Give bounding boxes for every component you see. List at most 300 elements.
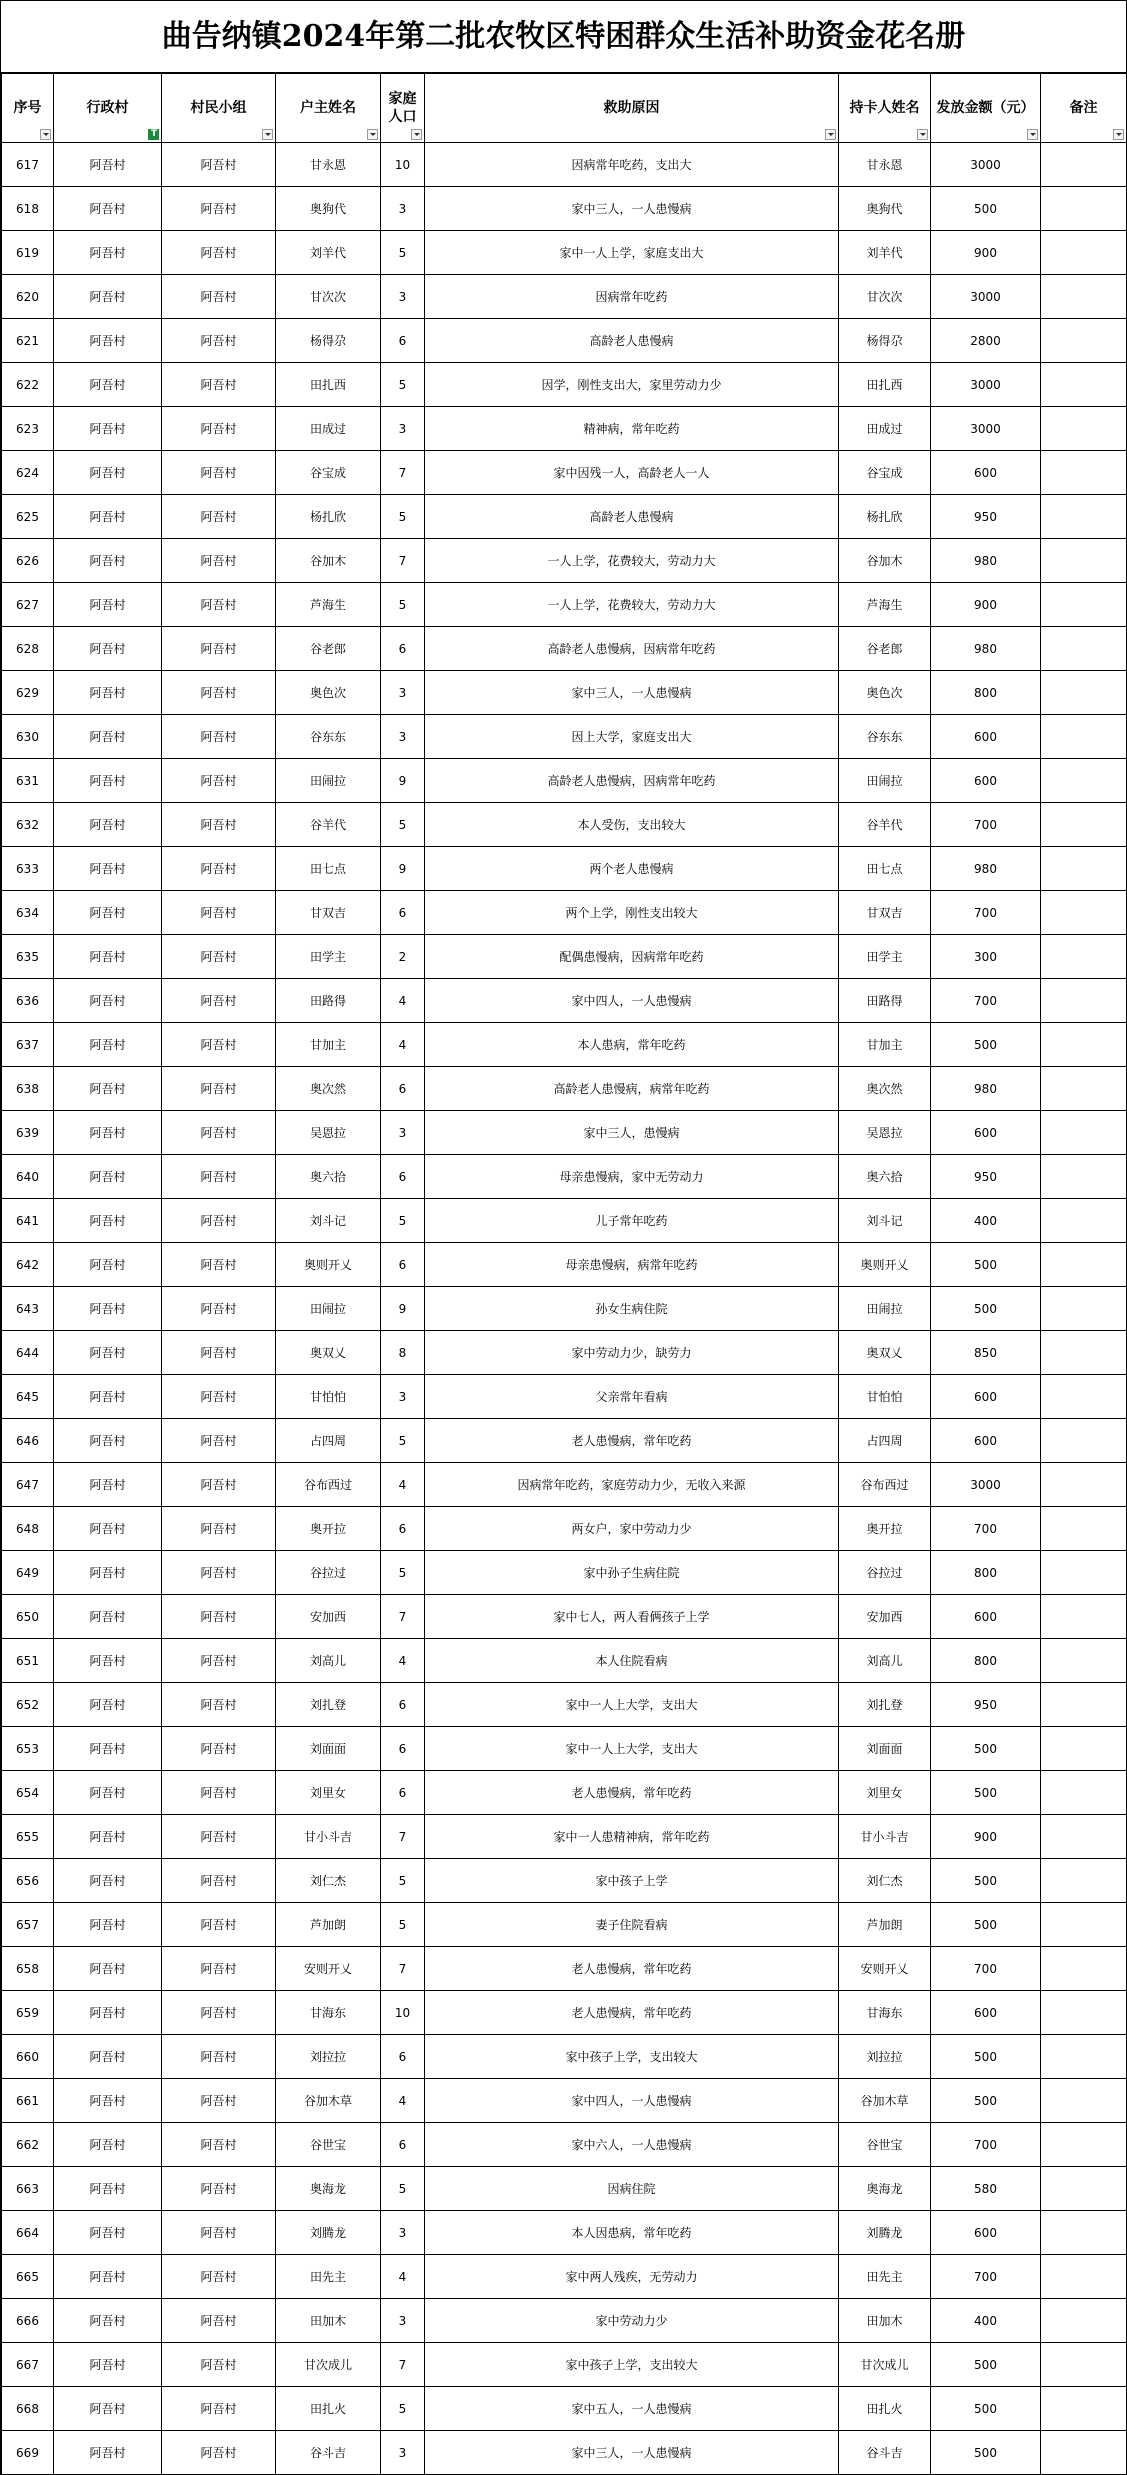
table-row [2,2211,1127,2255]
cell-size: 7 [381,1815,425,1859]
cell-seq: 650 [2,1595,54,1639]
cell-village: 阿吾村 [54,1991,162,2035]
cell-note [1041,715,1127,759]
table-row [2,1023,1127,1067]
cell-size: 6 [381,1507,425,1551]
column-header-village [54,74,162,143]
cell-note [1041,495,1127,539]
cell-amount: 500 [931,1859,1041,1903]
cell-group: 阿吾村 [162,1859,276,1903]
cell-holder: 奥双乂 [839,1331,931,1375]
cell-seq: 627 [2,583,54,627]
table-row [2,1903,1127,1947]
cell-seq: 640 [2,1155,54,1199]
cell-village: 阿吾村 [54,803,162,847]
cell-size: 6 [381,1155,425,1199]
filter-active-icon[interactable] [148,129,159,140]
filter-dropdown-icon[interactable] [917,129,928,140]
cell-holder: 甘小斗吉 [839,1815,931,1859]
cell-note [1041,2299,1127,2343]
cell-holder: 刘腾龙 [839,2211,931,2255]
cell-holder: 杨得尕 [839,319,931,363]
cell-note [1041,1903,1127,1947]
cell-group: 阿吾村 [162,1463,276,1507]
roster-table [1,73,1127,2475]
cell-size: 7 [381,1595,425,1639]
page-title: 曲告纳镇2024年第二批农牧区特困群众生活补助资金花名册 [1,1,1126,73]
cell-group: 阿吾村 [162,407,276,451]
table-row [2,1507,1127,1551]
cell-note [1041,979,1127,1023]
cell-group: 阿吾村 [162,2431,276,2475]
cell-holder: 芦海生 [839,583,931,627]
cell-seq: 664 [2,2211,54,2255]
cell-holder: 杨扎欣 [839,495,931,539]
cell-holder: 安加西 [839,1595,931,1639]
filter-dropdown-icon[interactable] [825,129,836,140]
cell-village: 阿吾村 [54,319,162,363]
cell-note [1041,1595,1127,1639]
cell-holder: 田扎西 [839,363,931,407]
cell-holder: 奥狗代 [839,187,931,231]
cell-reason: 因病常年吃药 [425,275,839,319]
cell-reason: 家中五人，一人患慢病 [425,2387,839,2431]
cell-village: 阿吾村 [54,451,162,495]
cell-head: 甘海东 [276,1991,381,2035]
cell-amount: 900 [931,1815,1041,1859]
cell-village: 阿吾村 [54,275,162,319]
cell-note [1041,2079,1127,2123]
cell-village: 阿吾村 [54,1155,162,1199]
cell-note [1041,847,1127,891]
cell-village: 阿吾村 [54,627,162,671]
cell-head: 占四周 [276,1419,381,1463]
cell-size: 5 [381,1859,425,1903]
cell-amount: 500 [931,2079,1041,2123]
cell-holder: 甘永恩 [839,143,931,187]
cell-holder: 田七点 [839,847,931,891]
cell-note [1041,319,1127,363]
cell-seq: 632 [2,803,54,847]
cell-reason: 两个老人患慢病 [425,847,839,891]
cell-group: 阿吾村 [162,1419,276,1463]
cell-amount: 500 [931,1287,1041,1331]
cell-group: 阿吾村 [162,363,276,407]
cell-village: 阿吾村 [54,1683,162,1727]
cell-village: 阿吾村 [54,1947,162,1991]
cell-size: 9 [381,1287,425,1331]
cell-note [1041,1991,1127,2035]
cell-size: 6 [381,891,425,935]
cell-village: 阿吾村 [54,759,162,803]
column-header-note [1041,74,1127,143]
cell-village: 阿吾村 [54,2211,162,2255]
cell-reason: 本人住院看病 [425,1639,839,1683]
cell-group: 阿吾村 [162,1375,276,1419]
cell-note [1041,275,1127,319]
cell-head: 奥双乂 [276,1331,381,1375]
cell-reason: 妻子住院看病 [425,1903,839,1947]
cell-village: 阿吾村 [54,935,162,979]
cell-group: 阿吾村 [162,275,276,319]
cell-head: 甘小斗吉 [276,1815,381,1859]
cell-size: 5 [381,583,425,627]
cell-head: 甘加主 [276,1023,381,1067]
cell-group: 阿吾村 [162,2079,276,2123]
cell-note [1041,759,1127,803]
cell-village: 阿吾村 [54,1023,162,1067]
cell-group: 阿吾村 [162,1771,276,1815]
cell-note [1041,1287,1127,1331]
cell-head: 甘次次 [276,275,381,319]
cell-amount: 980 [931,847,1041,891]
cell-head: 刘里女 [276,1771,381,1815]
cell-reason: 老人患慢病，常年吃药 [425,1991,839,2035]
cell-seq: 657 [2,1903,54,1947]
cell-holder: 奥色次 [839,671,931,715]
table-row [2,2343,1127,2387]
cell-amount: 500 [931,1903,1041,1947]
cell-note [1041,1815,1127,1859]
cell-village: 阿吾村 [54,2123,162,2167]
cell-reason: 高龄老人患慢病，因病常年吃药 [425,759,839,803]
table-row [2,1991,1127,2035]
cell-holder: 奥海龙 [839,2167,931,2211]
cell-size: 3 [381,2299,425,2343]
table-row [2,1463,1127,1507]
cell-size: 7 [381,451,425,495]
cell-reason: 父亲常年看病 [425,1375,839,1419]
cell-group: 阿吾村 [162,1903,276,1947]
cell-note [1041,1067,1127,1111]
cell-size: 3 [381,715,425,759]
cell-note [1041,187,1127,231]
cell-note [1041,891,1127,935]
cell-holder: 谷加木草 [839,2079,931,2123]
cell-head: 奥六拾 [276,1155,381,1199]
cell-note [1041,539,1127,583]
cell-seq: 642 [2,1243,54,1287]
cell-amount: 700 [931,2255,1041,2299]
cell-seq: 645 [2,1375,54,1419]
cell-holder: 田学主 [839,935,931,979]
cell-holder: 奥开拉 [839,1507,931,1551]
cell-holder: 占四周 [839,1419,931,1463]
cell-reason: 家中劳动力少 [425,2299,839,2343]
cell-amount: 950 [931,1155,1041,1199]
cell-note [1041,1859,1127,1903]
cell-size: 3 [381,1111,425,1155]
cell-note [1041,231,1127,275]
cell-village: 阿吾村 [54,1463,162,1507]
cell-amount: 800 [931,1639,1041,1683]
header-row [2,74,1127,143]
cell-head: 杨得尕 [276,319,381,363]
cell-head: 甘永恩 [276,143,381,187]
cell-group: 阿吾村 [162,1111,276,1155]
cell-amount: 950 [931,1683,1041,1727]
cell-reason: 精神病，常年吃药 [425,407,839,451]
cell-amount: 580 [931,2167,1041,2211]
cell-seq: 622 [2,363,54,407]
cell-size: 6 [381,2123,425,2167]
cell-group: 阿吾村 [162,935,276,979]
cell-seq: 660 [2,2035,54,2079]
cell-holder: 刘扎登 [839,1683,931,1727]
cell-village: 阿吾村 [54,1419,162,1463]
table-row [2,2431,1127,2475]
cell-amount: 500 [931,2431,1041,2475]
cell-amount: 700 [931,2123,1041,2167]
cell-village: 阿吾村 [54,891,162,935]
cell-size: 8 [381,1331,425,1375]
cell-size: 4 [381,1023,425,1067]
cell-holder: 刘仁杰 [839,1859,931,1903]
cell-holder: 谷拉过 [839,1551,931,1595]
cell-holder: 甘加主 [839,1023,931,1067]
column-header-seq [2,74,54,143]
cell-amount: 500 [931,2387,1041,2431]
cell-seq: 639 [2,1111,54,1155]
cell-village: 阿吾村 [54,2079,162,2123]
cell-village: 阿吾村 [54,1243,162,1287]
cell-seq: 634 [2,891,54,935]
cell-holder: 田扎火 [839,2387,931,2431]
cell-head: 甘怕怕 [276,1375,381,1419]
table-row [2,1067,1127,1111]
cell-note [1041,1639,1127,1683]
cell-note [1041,143,1127,187]
cell-note [1041,1507,1127,1551]
cell-group: 阿吾村 [162,1199,276,1243]
cell-head: 杨扎欣 [276,495,381,539]
cell-group: 阿吾村 [162,231,276,275]
cell-head: 芦海生 [276,583,381,627]
cell-seq: 629 [2,671,54,715]
cell-reason: 高龄老人患慢病，因病常年吃药 [425,627,839,671]
cell-village: 阿吾村 [54,1727,162,1771]
cell-note [1041,2255,1127,2299]
cell-head: 谷布西过 [276,1463,381,1507]
cell-head: 甘双吉 [276,891,381,935]
cell-seq: 648 [2,1507,54,1551]
table-row [2,1199,1127,1243]
cell-seq: 661 [2,2079,54,2123]
filter-dropdown-icon[interactable] [1113,129,1124,140]
table-row [2,583,1127,627]
cell-amount: 500 [931,1023,1041,1067]
cell-holder: 田路得 [839,979,931,1023]
cell-reason: 老人患慢病，常年吃药 [425,1419,839,1463]
column-header-label: 持卡人姓名 [849,100,920,116]
cell-group: 阿吾村 [162,671,276,715]
cell-group: 阿吾村 [162,1683,276,1727]
cell-head: 田加木 [276,2299,381,2343]
cell-size: 3 [381,2431,425,2475]
table-row [2,363,1127,407]
filter-dropdown-icon[interactable] [40,129,51,140]
table-row [2,275,1127,319]
cell-size: 5 [381,1551,425,1595]
table-row [2,803,1127,847]
cell-size: 5 [381,363,425,407]
cell-holder: 刘羊代 [839,231,931,275]
cell-holder: 田成过 [839,407,931,451]
table-row [2,2255,1127,2299]
cell-seq: 633 [2,847,54,891]
table-row [2,1331,1127,1375]
cell-village: 阿吾村 [54,1771,162,1815]
table-row [2,319,1127,363]
table-row [2,1287,1127,1331]
cell-village: 阿吾村 [54,539,162,583]
cell-reason: 家中四人，一人患慢病 [425,979,839,1023]
cell-reason: 家中劳动力少，缺劳力 [425,1331,839,1375]
cell-note [1041,2431,1127,2475]
cell-head: 奥则开乂 [276,1243,381,1287]
table-row [2,847,1127,891]
cell-village: 阿吾村 [54,1507,162,1551]
table-row [2,1771,1127,1815]
cell-size: 7 [381,1947,425,1991]
filter-dropdown-icon[interactable] [411,129,422,140]
cell-head: 田闹拉 [276,1287,381,1331]
cell-amount: 600 [931,1595,1041,1639]
filter-dropdown-icon[interactable] [262,129,273,140]
cell-holder: 吴恩拉 [839,1111,931,1155]
cell-note [1041,2167,1127,2211]
cell-group: 阿吾村 [162,495,276,539]
cell-reason: 家中三人，患慢病 [425,1111,839,1155]
cell-size: 4 [381,979,425,1023]
cell-head: 刘斗记 [276,1199,381,1243]
table-row [2,1683,1127,1727]
cell-note [1041,935,1127,979]
cell-group: 阿吾村 [162,1947,276,1991]
cell-seq: 652 [2,1683,54,1727]
cell-group: 阿吾村 [162,803,276,847]
cell-holder: 甘海东 [839,1991,931,2035]
cell-group: 阿吾村 [162,847,276,891]
column-header-label: 发放金额（元） [936,100,1035,116]
cell-group: 阿吾村 [162,1243,276,1287]
cell-size: 3 [381,1375,425,1419]
cell-amount: 300 [931,935,1041,979]
cell-holder: 刘里女 [839,1771,931,1815]
cell-holder: 谷老郎 [839,627,931,671]
filter-dropdown-icon[interactable] [367,129,378,140]
column-header-head [276,74,381,143]
table-row [2,1551,1127,1595]
cell-head: 刘扎登 [276,1683,381,1727]
cell-note [1041,451,1127,495]
cell-seq: 653 [2,1727,54,1771]
cell-note [1041,1199,1127,1243]
cell-note [1041,1419,1127,1463]
cell-amount: 600 [931,759,1041,803]
cell-amount: 700 [931,1507,1041,1551]
filter-dropdown-icon[interactable] [1027,129,1038,140]
cell-note [1041,1463,1127,1507]
cell-amount: 3000 [931,143,1041,187]
cell-head: 谷斗吉 [276,2431,381,2475]
cell-size: 4 [381,1639,425,1683]
cell-head: 奥开拉 [276,1507,381,1551]
cell-village: 阿吾村 [54,2343,162,2387]
column-header-group [162,74,276,143]
cell-amount: 600 [931,1111,1041,1155]
cell-seq: 625 [2,495,54,539]
table-row [2,2167,1127,2211]
cell-amount: 2800 [931,319,1041,363]
cell-reason: 家中孩子上学，支出较大 [425,2343,839,2387]
cell-size: 5 [381,495,425,539]
cell-group: 阿吾村 [162,2035,276,2079]
column-header-amount [931,74,1041,143]
cell-village: 阿吾村 [54,1287,162,1331]
table-body [2,143,1127,2475]
cell-head: 刘仁杰 [276,1859,381,1903]
cell-village: 阿吾村 [54,1815,162,1859]
cell-head: 刘腾龙 [276,2211,381,2255]
cell-amount: 980 [931,627,1041,671]
cell-group: 阿吾村 [162,1815,276,1859]
column-header-label: 救助原因 [603,100,660,116]
cell-seq: 636 [2,979,54,1023]
table-row [2,539,1127,583]
cell-reason: 家中因残一人，高龄老人一人 [425,451,839,495]
cell-head: 谷东东 [276,715,381,759]
cell-note [1041,1947,1127,1991]
cell-note [1041,2123,1127,2167]
cell-village: 阿吾村 [54,2255,162,2299]
cell-note [1041,2035,1127,2079]
cell-reason: 因学，刚性支出大，家里劳动力少 [425,363,839,407]
cell-seq: 668 [2,2387,54,2431]
cell-amount: 500 [931,1243,1041,1287]
table-row [2,1111,1127,1155]
cell-village: 阿吾村 [54,363,162,407]
cell-head: 甘次成儿 [276,2343,381,2387]
cell-holder: 谷世宝 [839,2123,931,2167]
cell-size: 3 [381,187,425,231]
cell-village: 阿吾村 [54,231,162,275]
cell-head: 田路得 [276,979,381,1023]
cell-group: 阿吾村 [162,1067,276,1111]
cell-note [1041,2343,1127,2387]
cell-amount: 900 [931,231,1041,275]
cell-holder: 奥则开乂 [839,1243,931,1287]
cell-head: 刘高儿 [276,1639,381,1683]
cell-head: 谷宝成 [276,451,381,495]
cell-seq: 669 [2,2431,54,2475]
cell-village: 阿吾村 [54,715,162,759]
cell-village: 阿吾村 [54,2387,162,2431]
cell-holder: 谷加木 [839,539,931,583]
cell-reason: 家中一人上学，家庭支出大 [425,231,839,275]
cell-seq: 630 [2,715,54,759]
cell-group: 阿吾村 [162,979,276,1023]
cell-size: 5 [381,2387,425,2431]
cell-reason: 母亲患慢病，家中无劳动力 [425,1155,839,1199]
cell-holder: 田闹拉 [839,1287,931,1331]
column-header-label: 家庭人口 [388,91,417,125]
cell-seq: 659 [2,1991,54,2035]
cell-amount: 600 [931,1991,1041,2035]
table-row [2,1727,1127,1771]
table-row [2,935,1127,979]
cell-amount: 600 [931,451,1041,495]
